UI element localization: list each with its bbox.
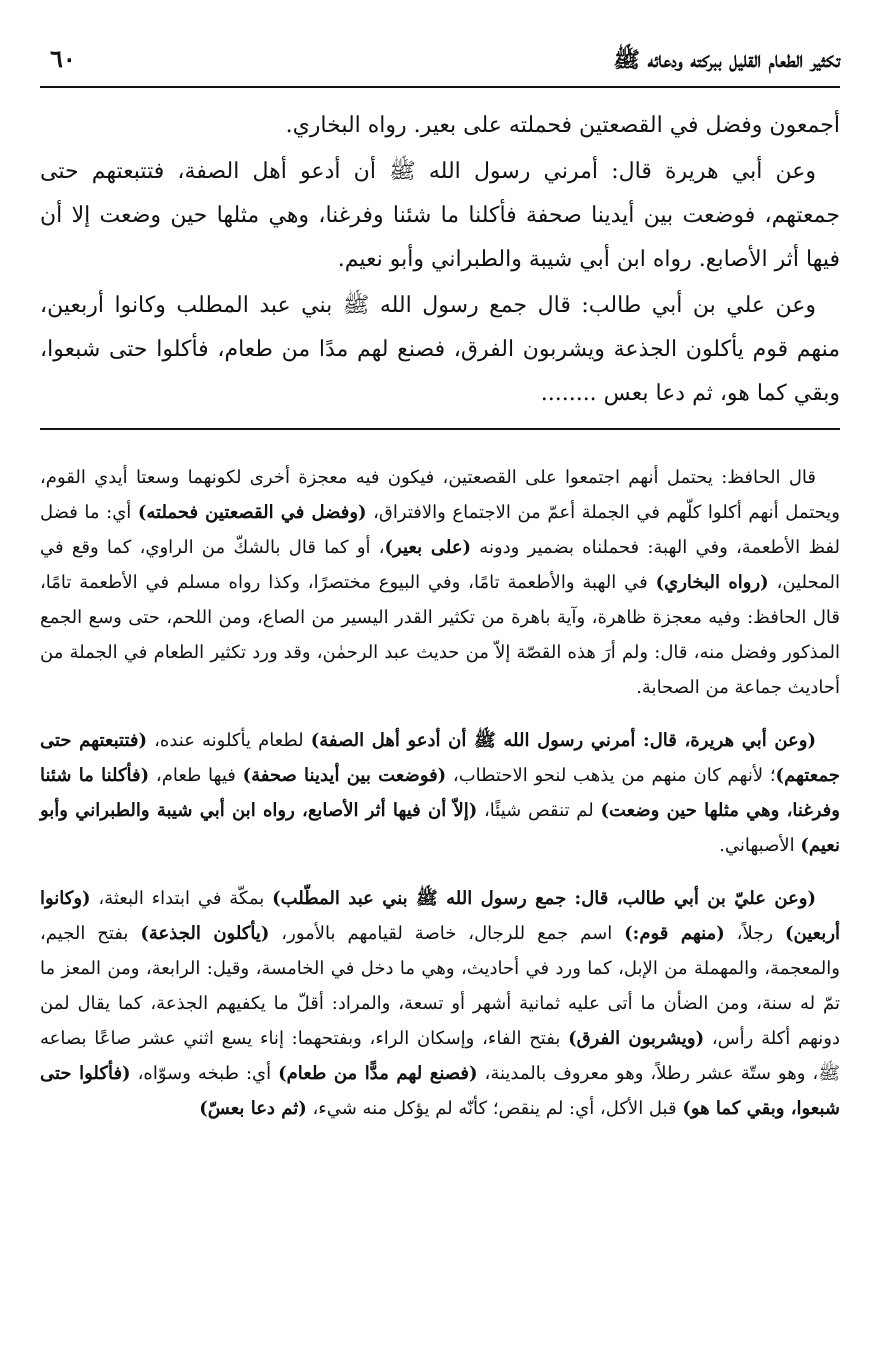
commentary-text: بمكّة في ابتداء البعثة،	[90, 888, 273, 909]
quoted-phrase: (ويشربون الفرق)	[568, 1028, 705, 1049]
quoted-phrase: (رواه البخاري)	[655, 572, 769, 593]
running-title: تكثير الطعام القليل ببركته ودعائه ﷺ	[613, 47, 840, 73]
commentary-text: قبل الأكل، أي: لم ينقص؛ كأنّه لم يؤكل منه شيء،	[306, 1098, 683, 1119]
quoted-phrase: (فأكلنا ما شئنا وفرغنا، وهي مثلها حين وضعت)	[40, 765, 840, 821]
commentary	[40, 460, 840, 1126]
quoted-phrase: (منهم قوم:)	[624, 923, 725, 944]
quoted-phrase: (وعن أبي هريرة، قال: أمرني رسول الله ﷺ أن أدعو أهل الصفة)	[310, 730, 816, 751]
commentary-text: اسم جمع للرجال، خاصة لقيامهم بالأمور،	[269, 923, 625, 944]
commentary-text: ؛ لأنهم كان منهم من يذهب لنحو الاحتطاب،	[446, 765, 776, 786]
page-number: ٦٠	[50, 44, 76, 73]
quoted-phrase: (فوضعت بين أيدينا صحفة)	[242, 765, 447, 786]
main-paragraph: أجمعون وفضل في القصعتين فحملته على بعير. رواه البخاري.	[285, 113, 840, 138]
main-paragraph: وعن أبي هريرة قال: أمرني رسول الله ﷺ أن أدعو أهل الصفة، فتتبعتهم حتى جمعتهم، فوضعت بين أيدينا صحفة فأكلنا ما شئنا وفرغنا، وهي مثلها حين وضعت إلا أن فيها أثر الأصابع. رواه ابن أبي شيبة والطبراني وأبو نعيم.	[40, 159, 840, 272]
quoted-phrase: (على بعير)	[384, 537, 472, 558]
footnote-separator	[40, 428, 840, 430]
commentary-text: قال الحافظ: يحتمل أنهم اجتمعوا على القصعتين، فيكون فيه معجزة أخرى لكونهما وسعتا أيدي القوم، ويحتمل أنهم أكلوا كلّهم في الجملة أعمّ من الاجتماع والافتراق،	[40, 467, 840, 523]
quoted-phrase: (إلاّ أن فيها أثر الأصابع، رواه ابن أبي شيبة والطبراني وأبو نعيم)	[40, 800, 840, 856]
commentary-text: رجلاً،	[724, 923, 785, 944]
quoted-phrase: (فصنع لهم مدًّا من طعام)	[278, 1063, 478, 1084]
commentary-paragraph	[40, 460, 840, 705]
page	[40, 40, 840, 1330]
commentary-text: الأصبهاني.	[719, 835, 801, 856]
page-header	[40, 40, 840, 88]
quoted-phrase: (ثم دعا بعسّ)	[199, 1098, 307, 1119]
commentary-text: ، أو كما قال بالشكّ من الراوي، كما وقع في المحلين،	[40, 537, 840, 593]
commentary-text: لطعام يأكلونه عنده،	[147, 730, 311, 751]
commentary-text: أي: طبخه وسوّاه،	[130, 1063, 279, 1084]
main-text	[40, 104, 840, 416]
commentary-text: أي: ما فضل لفظ الأطعمة، وفي الهبة: فحملناه بضمير ودونه	[40, 502, 840, 558]
quoted-phrase: (وفضل في القصعتين فحملته)	[137, 502, 367, 523]
commentary-text: في الهبة والأطعمة تامًا، وفي البيوع مختصرًا، وكذا رواه مسلم في الأطعمة تامًا، قال الحافظ: وفيه معجزة ظاهرة، وآية باهرة من تكثير القدر اليسير من الصاع، ومن اللحم، حتى وسع الجمع المذكور وفضل منه، قال: ولم أرَ هذه القصّة إلاّ من حديث عبد الرحمٰن، وقد ورد تكثير الطعام في الجملة من أحاديث جماعة من الصحابة.	[40, 572, 840, 698]
commentary-paragraph	[40, 881, 840, 1126]
commentary-text: لم تنقص شيئًا،	[477, 800, 601, 821]
commentary-text: فيها طعام،	[149, 765, 243, 786]
quoted-phrase: (وعن عليّ بن أبي طالب، قال: جمع رسول الله ﷺ بني عبد المطّلب)	[272, 888, 816, 909]
main-paragraph: وعن علي بن أبي طالب: قال جمع رسول الله ﷺ بني عبد المطلب وكانوا أربعين، منهم قوم يأكلون الجذعة ويشربون الفرق، فصنع لهم مدًا من طعام، فأكلوا حتى شبعوا، وبقي كما هو، ثم دعا بعس ........	[40, 293, 840, 406]
quoted-phrase: (فأكلوا حتى شبعوا، وبقي كما هو)	[40, 1063, 840, 1119]
quoted-phrase: (فتتبعتهم حتى جمعتهم)	[40, 730, 840, 786]
commentary-text: بفتح الفاء، وإسكان الراء، وبفتحهما: إناء يسع اثني عشر صاعًا بصاعه ﷺ، وهو ستّة عشر رطلاً، وهو معروف بالمدينة،	[40, 1028, 840, 1084]
quoted-phrase: (يأكلون الجذعة)	[140, 923, 270, 944]
quoted-phrase: (وكانوا أربعين)	[40, 888, 841, 944]
commentary-paragraph	[40, 723, 840, 863]
commentary-text: بفتح الجيم، والمعجمة، والمهملة من الإبل، كما ورد في أحاديث، وهي ما دخل في الخامسة، وقيل: الرابعة، ومن المعز ما تمّ له سنة، ومن الضأن ما أتى عليه ثمانية أشهر أو تسعة، والمراد: أقلّ ما يكفيهم الجذعة، كما يقال لمن دونهم أكلة رأس،	[40, 923, 840, 1049]
